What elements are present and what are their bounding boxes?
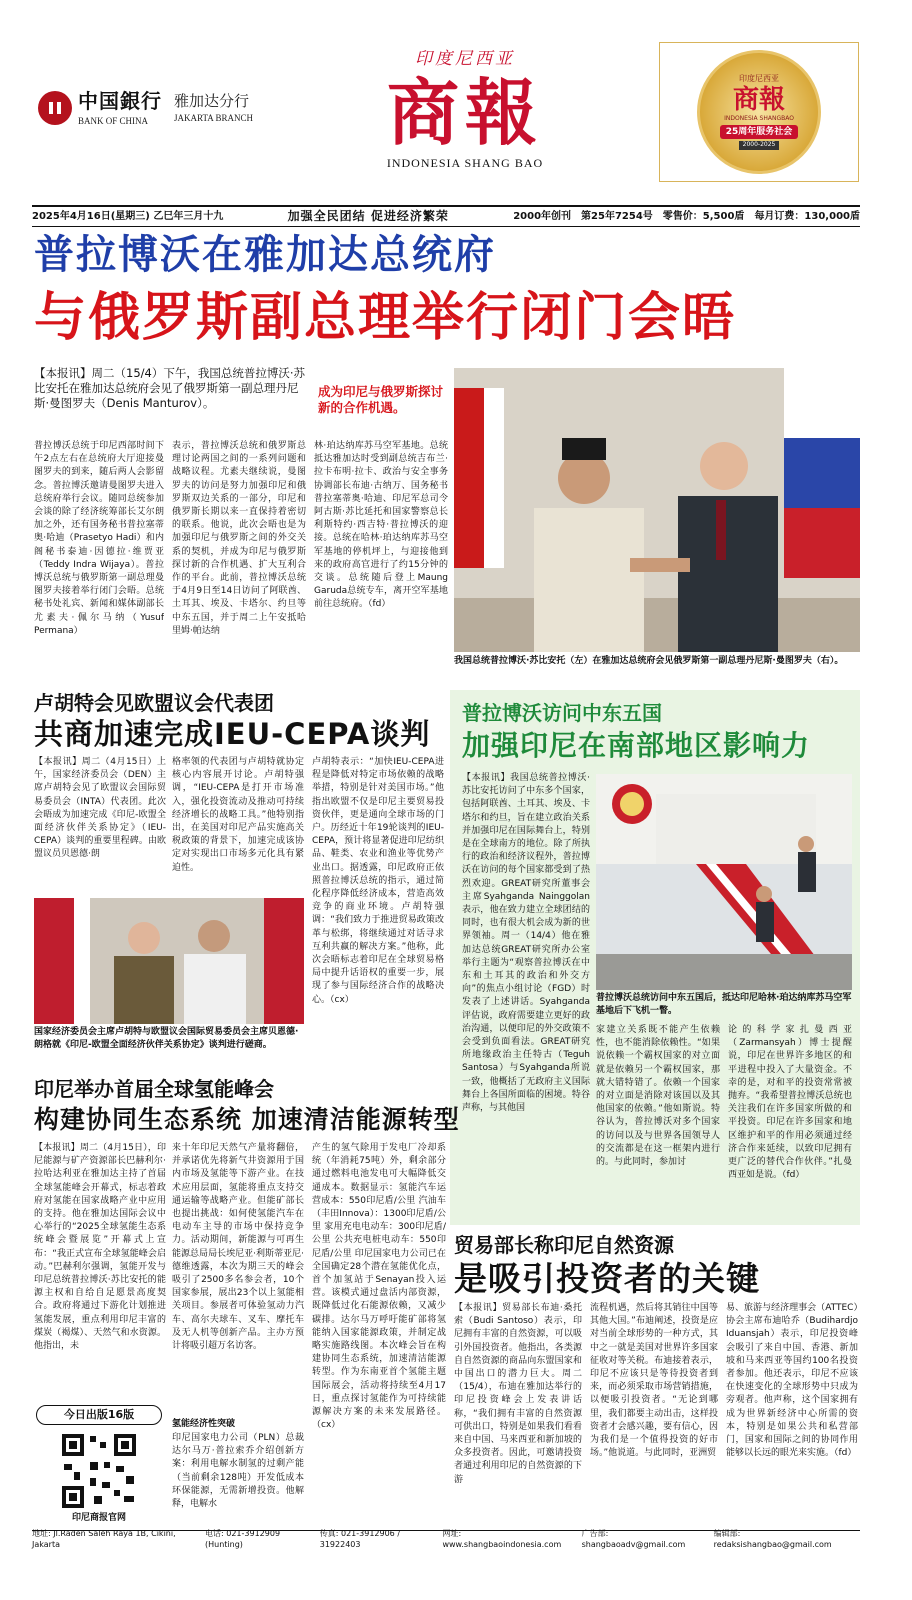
anniversary-medal-icon [697,50,821,174]
main-col-3: 林·珀达纳库苏马空军基地。总统抵达雅加达时受到副总统吉布兰·拉卡布明·拉卡、政治与安全事务协调部长布迪·古纳万、国务秘书普拉塞蒂奥·哈迪、印尼军总司令阿古斯·苏比延托和国家警察总长利斯特约·西吉特·普拉博沃的迎接。总统在哈林·珀达纳库苏马空军基地的停机坪上，与迎接他到来的政府高官进行了约15分钟的交谈。总统随后登上Maung Garuda总统专车，离开空军基地前往总统府。（fd） [314,441,448,610]
hydrogen-col-2b: 印尼国家电力公司（PLN）总裁达尔马万·普拉索乔介绍创新方案：利用电解水制氢的过剩产能（当前剩余128吨）开发低成本环保能源，无需新增投资。他解释，电解水 [172,1433,304,1510]
subscription-price: 每月订费：130,000盾 [754,210,860,222]
cepa-col-1: 【本报讯】周二（4月15日）上午，国家经济委员会（DEN）主席卢胡特会见了欧盟议会国际贸易委员会（INTA）代表团。此次会晤成为加速完成《印尼-欧盟全面经济伙伴关系协定》（IEU-CEPA）谈判的重要里程碑。由欧盟议员贝恩德·朗 [34,757,166,860]
footer-ads-email[interactable]: 广告部: shangbaoadv@gmail.com [581,1528,686,1549]
mideast-photo-caption: 普拉博沃总统访问中东五国后，抵达印尼哈林·珀达纳库苏马空军基地后下飞机一瞥。 [596,993,852,1016]
branch-name-en: JAKARTA BRANCH [174,112,254,123]
footer-address: 地址: Jl.Raden Saleh Raya 1B, Cikini, Jakarta [32,1528,176,1549]
main-photo-caption: 我国总统普拉博沃·苏比安托（左）在雅加达总统府会见俄罗斯第一副总理丹尼斯·曼图罗夫（右）。 [454,656,844,666]
hydrogen-col-3: 产生的氢气除用于发电厂冷却系统（年消耗75吨）外，剩余部分通过燃料电池发电可大幅降低交通成本。数据显示：氢能汽车运营成本：550印尼盾/公里 汽油车（丰田Innova）：1300印尼盾/公里 家用充电电动车：300印尼盾/公里 公共充电桩电动车：550印尼盾/公里 印尼国家电力公司已在全国确定28个潜在氢能优化点，首个加氢站于Senayan投入运营。该模式通过盘活内部资源，既降低过化石能源依赖，又减少碳排。达尔马万呼吁能矿部将氢能纳入国家能源政策，并制定战略实施路线图。本次峰会旨在构建协同生态系统，加速清洁能源转型。作为东南亚首个氢能主题国际展会，活动将持续至4月17日，重点探讨氢能作为可持续能源解决方案的未来发展路径。（cx） [312,1143,446,1431]
trade-title: 是吸引投资者的关键 [454,1259,760,1298]
mideast-title: 加强印尼在南部地区影响力 [462,729,811,762]
cepa-col-3: 卢胡特表示：“加快IEU-CEPA进程是降低对特定市场依赖的战略举措，特别是针对美国市场。”他指出欧盟不仅是印尼主要贸易投资伙伴，更是通向全球市场的门户。历经近十年19轮谈判的IEU-CEPA，预计将显著促进印尼纺织品、鞋类、农业和渔业等优势产业出口。据透露，印尼政府正依照普拉博沃总统的指示，通过简化程序降低经济成本，营造高效竞争的商业环境。卢胡特强调：“我们致力于推进贸易政策改革与松绑，将继续通过对话寻求互利共赢的解决方案。”他称，此次会晤标志着印尼在全球贸易格局中提升话语权的重要一步，展现了参与国际经济合作的战略决心。（cx） [312,757,444,1005]
mideast-col-1: 【本报讯】我国总统普拉博沃·苏比安托访问了中东多个国家，包括阿联酋、土耳其、埃及、卡塔尔和约旦，旨在建立政治关系并加强印尼在国际舞台上，特别是在全球南方的地位。除了所执行的政治和经济议程外，普拉博沃在访问的每个国家都受到了热烈欢迎。GREAT研究所董事会主席Syahganda Nainggolan表示，他在致力建立全球团结的同时，也有很大机会成为新的世界领袖。周一（14/4）他在雅加达总统GREAT研究所办公室举行主题为“观察普拉博沃在中东和土耳其的政治和外交方向”的焦点小组讨论（FGD）时发表了上述讲话。Syahganda评估说，政府需要建立更好的政治沟通，以便印尼的外交政策不会受到负面看法。GREAT研究所地缘政治主任特古（Teguh Santosa）与Syahganda所说一致，他概括了无政府主义国际舞台上各国所面临的困境。特谷声称，与其他国 [462,773,590,1114]
hydrogen-subtitle: 印尼举办首届全球氢能峰会 [34,1077,274,1101]
newspaper-masthead [360,48,570,171]
founded: 2000年创刊 [513,210,572,222]
main-lead: 【本报讯】周二（15/4）下午，我国总统普拉博沃·苏比安托在雅加达总统府会见了俄罗斯第一副总理丹尼斯·曼图罗夫（Denis Manturov）。 [34,366,305,410]
masthead-top: 印度尼西亚 [415,49,515,69]
footer-fax: 传真: 021-3912906 / 31922403 [319,1528,401,1549]
anniv-label: 25周年服务社会 [720,125,799,139]
anniversary-badge [659,42,859,182]
bank-of-china-ad [38,88,253,127]
hydrogen-subhead: 氢能经济性突破 [172,1419,236,1429]
plane-arrival-photo-icon [596,774,852,990]
anniv-top: 印度尼西亚 [739,74,779,84]
issue-number: 第25年7254号 [581,210,653,222]
masthead-title: 商報 [386,69,543,155]
cepa-subtitle: 卢胡特会见欧盟议会代表团 [34,691,274,715]
anniv-main: 商報 [732,85,785,116]
main-headline-2: 与俄罗斯副总理举行闭门会晤 [34,288,737,348]
trade-col-1: 【本报讯】贸易部长布迪·桑托索（Budi Santoso）表示，印尼拥有丰富的自然资源，可以吸引外国投资者。他指出，各类源自自然资源的商品向东盟国家和中国出口的潜力巨大。周二（15/4），布迪在雅加达举行的印尼投资峰会上发表讲话称，“我们拥有丰富的自然资源可供出口，特别是如果我们看看来自中国、马来西亚和新加坡的众多投资者。因此，可邀请投资者通过利用印尼的自然资源的下游 [454,1303,582,1485]
edition-pill: 今日出版16版 [36,1405,162,1425]
trade-col-3: 易、旅游与经济理事会（ATTEC）协会主席布迪哈乔（Budihardjo Iduansjah）表示，印尼投资峰会吸引了来自中国、香港、新加坡和马来西亚等国约100名投资者参加。他还表示，印尼不应该在快速变化的全球形势中只成为旁观者。他声称，这个国家拥有成为世界新经济中心所需的资本，特别是如果公共和私营部门，国家和国际之间的协同作用能够以长远的眼光来实施。（fd） [726,1303,858,1459]
retail-price: 零售价：5,500盾 [662,210,745,222]
anniv-en: INDONESIA SHANGBAO [724,115,794,123]
mideast-photo [596,774,852,990]
main-col-1: 普拉博沃总统于印尼西部时间下午2点左右在总统府大厅迎接曼图罗夫的到来，随后两人会影留念。普拉博沃邀请曼图罗夫进入总统府举行会议。随同总统参加会谈的除了经济统筹部长艾尔朗加之外，还有国务秘书普拉塞蒂奥·哈迪（Prasetyo Hadi）和内阁秘书泰迪·因德拉·维贾亚（Teddy Indra Wijaya）。普拉博沃总统与俄罗斯第一副总理曼图罗夫接着举行闭门会晤。总统秘书处礼宾、新闻和媒体副部长尤素夫·佩尔马纳（Yusuf Permana） [34,441,164,636]
cepa-photo [34,898,304,1024]
bank-of-china-logo [38,91,72,125]
footer-website[interactable]: 网址: www.shangbaoindonesia.com [442,1528,562,1549]
bank-name-cn: 中国銀行 [78,89,162,113]
qr-code-graphic [60,1432,138,1510]
date-bar [32,205,860,227]
issue-date: 2025年4月16日(星期三) 乙巳年三月十九 [32,210,224,222]
main-photo [454,368,860,652]
footer [32,1530,860,1548]
mideast-col-3: 论的科学家扎曼西亚（Zarmansyah）博士提醒说，印尼在世界许多地区的和平进程中投入了大量资金。不幸的是，对和平的投资常常被抛弃。“我希望普拉博沃总统也关注我们在许多国家所做的和平投资。印尼在许多国家和地区维护和平的作用必须通过经济合作来延续，以致印尼拥有更广泛的替代合作伙伴。”扎曼西亚如是说。（fd） [728,1025,852,1181]
anniv-years: 2000-2025 [739,141,780,149]
masthead-english: INDONESIA SHANG BAO [386,155,544,170]
footer-phone: 电话: 021-3912909 (Hunting) [205,1528,281,1549]
qr-code-icon[interactable] [60,1432,138,1510]
meeting-photo-icon [34,898,304,1024]
hydrogen-title: 构建协同生态系统 加速清洁能源转型 [34,1105,460,1134]
handshake-photo-icon [454,368,860,652]
bank-name-en: BANK OF CHINA [78,116,149,126]
cepa-title: 共商加速完成IEU-CEPA谈判 [34,717,431,751]
mideast-col-2: 家建立关系既不能产生依赖性，也不能消除依赖性。“如果说依赖一个霸权国家的对立面就是依赖另一个霸权国家，那就大错特错了。依赖一个国家的对立面是消除对该国以及其他国家的依赖。”他如斯说。特谷认为，普拉博沃对多个国家的访问以及与世界各国领导人的交流都是在这一框架内进行的。与此同时，参加讨 [596,1025,720,1168]
trade-col-2: 流程机遇，然后将其销往中国等其他大国。”布迪阐述，投资是应对当前全球形势的一种方式，其中之一就是美国对世界许多国家征收对等关税。布迪接着表示，印尼不应该只是等待投资者到来，而必须采取市场营销措施，以便吸引投资者。“无论到哪里，我们都要主动出击，这样投资者才会感兴趣，要有信心，因为我们是一个值得投资的好市场。”他说道。与此同时，亚洲贸 [590,1303,718,1459]
footer-editorial-email[interactable]: 编辑部: redaksishangbao@gmail.com [713,1528,832,1549]
hydrogen-col-2: 来十年印尼天然气产量将翻倍，并承诺优先将新气井资源用于国内市场及氢能等下游产业。在技术应用层面，氢能将重点支持交通运输等战略产业。但能矿部长也提出挑战：如何使氢能汽车在电动车主导的市场中保持竞争力。活动期间，新能源与可再生能源总局局长埃尼亚·利斯蒂亚尼·德维透露，本次为期三天的峰会吸引了2500多名参会者，10个国家参展，展出23个以上氢能相关项目。参展者可体验氢动力汽车、高尔夫球车、叉车、摩托车及无人机等创新产品。主办方预计将吸引超万名访客。 [172,1143,304,1352]
hydrogen-col-1: 【本报讯】周二（4月15日），印尼能源与矿产资源部长巴赫利尔·拉哈达利亚在雅加达主持了首届全球氢能峰会开幕式，标志着政府对氢能在国家战略产业中应用的支持。他在雅加达国际会议中心举行的“2025全球氢能生态系统峰会暨展览”开幕式上宣布：“我正式宣布全球氢能峰会启动。”巴赫利尔强调，氢能开发与印尼总统普拉博沃·苏比安托的能源主权和自给自足愿景高度契合。政府将通过下游化计划推进氢能发展，重点利用印尼丰富的煤炭（褐煤）、天然气和水资源。他指出，未 [34,1143,166,1352]
branch-name-cn: 雅加达分行 [174,92,250,111]
cepa-photo-caption: 国家经济委员会主席卢胡特与欧盟议会国际贸易委员会主席贝恩德·朗格就《印尼-欧盟全面经济伙伴关系协定》谈判进行磋商。 [34,1027,299,1050]
trade-subtitle: 贸易部长称印尼自然资源 [454,1233,674,1257]
main-col-2: 表示，普拉博沃总统和俄罗斯总理讨论两国之间的一系列问题和战略议程。尤素夫继续说，曼图罗夫的访问是努力加强印尼和俄罗斯双边关系的一部分，印尼和俄罗斯长期以来一直保持着密切的联系。他说，此次会晤也是为加强印尼与俄罗斯之间的外交关系的契机，并成为印尼与俄罗斯探讨新的合作机遇、扩大互利合作的平台。此前，普拉博沃总统于4月9日至14日访问了阿联酋、土耳其、埃及、卡塔尔、约旦等中东五国，并于周二上午安抵哈里姆·帕达纳 [172,441,306,636]
cepa-col-2: 格率领的代表团与卢胡特就协定核心内容展开讨论。卢胡特强调，“IEU-CEPA是打开市场准入，强化投资流动及推动可持续经济增长的战略工具。”他特别指出，在美国对印尼产品实施高关税政策的背景下，加速完成该协定对实现出口市场多元化具有紧迫性。 [172,757,304,873]
qr-label: 印尼商报官网 [71,1513,126,1523]
main-headline-1: 普拉博沃在雅加达总统府 [34,232,496,278]
slogan: 加强全民团结 促进经济繁荣 [287,209,449,224]
mideast-subtitle: 普拉博沃访问中东五国 [462,701,662,725]
main-pull-quote: 成为印尼与俄罗斯探讨新的合作机遇。 [318,384,444,415]
